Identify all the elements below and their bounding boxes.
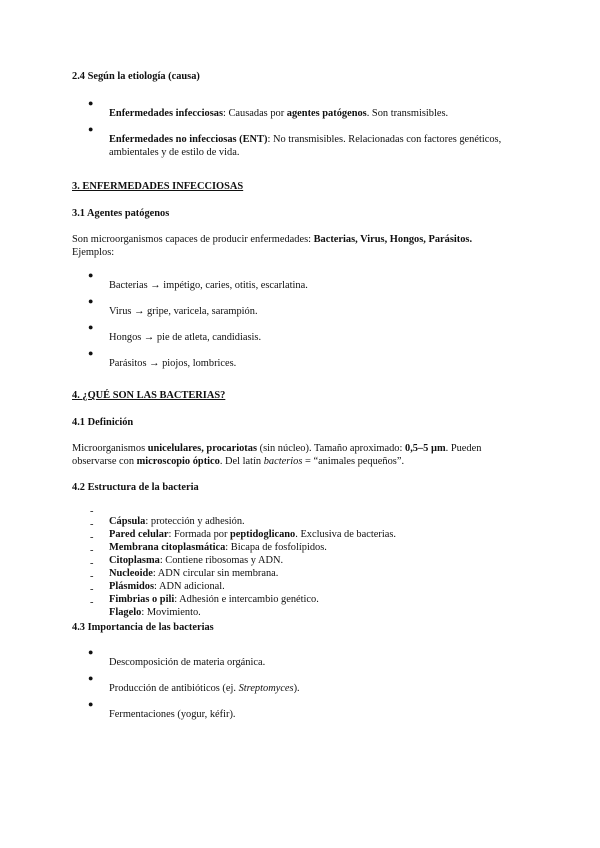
section-heading-2-4: 2.4 Según la etiología (causa) — [72, 71, 200, 82]
text: : protección y adhesión. — [145, 516, 245, 528]
term: 0,5–5 µm — [405, 443, 446, 454]
bullet-icon: ● — [88, 270, 94, 280]
bullet-icon: ● — [88, 124, 94, 134]
structure-item — [109, 554, 539, 567]
text: . Del latín — [219, 456, 264, 467]
subsection-heading-4-1: 4.1 Definición — [72, 417, 134, 428]
list-item: Virus → gripe, varicela, sarampión. — [109, 306, 258, 318]
text: : No transmisibles. Relacionadas con factores genéticos, — [267, 134, 502, 146]
list-item: Descomposición de materia orgánica. — [109, 657, 266, 669]
dash-marker: - — [90, 532, 94, 543]
structure-item — [109, 515, 539, 528]
text: . Pueden — [445, 443, 482, 454]
structure-item — [109, 606, 539, 619]
term: Enfermedades no infecciosas (ENT) — [109, 134, 268, 146]
paragraph-cont — [72, 455, 542, 468]
text: ). — [293, 683, 300, 695]
term: agentes patógenos — [286, 108, 367, 120]
term: Flagelo — [109, 607, 142, 619]
text: : ADN adicional. — [154, 581, 225, 593]
term: Citoplasma — [109, 555, 160, 567]
list-item — [109, 133, 539, 146]
paragraph — [72, 233, 542, 246]
term: microscopio óptico — [136, 456, 220, 467]
dash-marker: - — [90, 558, 94, 569]
term: Bacterias, Virus, Hongos, Parásitos. — [313, 234, 473, 245]
term: Nucleoide — [109, 568, 153, 580]
text: : Formada por — [168, 529, 231, 541]
text: Producción de antibióticos (ej. — [109, 683, 239, 695]
bullet-icon: ● — [88, 296, 94, 306]
term: Pared celular — [109, 529, 169, 541]
term: Cápsula — [109, 516, 146, 528]
bullet-icon: ● — [88, 673, 94, 683]
text: : Contiene ribosomas y ADN. — [159, 555, 284, 567]
text: Microorganismos — [72, 443, 148, 454]
list-item: Hongos → pie de atleta, candidiasis. — [109, 332, 262, 344]
dash-marker: - — [90, 597, 94, 608]
text: : Causadas por — [223, 108, 287, 120]
text: . Exclusiva de bacterias. — [295, 529, 396, 541]
text: : Bicapa de fosfolípidos. — [225, 542, 327, 554]
dash-marker: - — [90, 571, 94, 582]
list-item — [109, 107, 539, 120]
term: unicelulares, procariotas — [147, 443, 258, 454]
italic-term: bacterios — [263, 456, 303, 467]
text: : Movimiento. — [141, 607, 201, 619]
bullet-icon: ● — [88, 699, 94, 709]
term: Membrana citoplasmática — [109, 542, 226, 554]
text: observarse con — [72, 456, 137, 467]
dash-marker: - — [90, 519, 94, 530]
list-item — [109, 682, 539, 695]
text: (sin núcleo). Tamaño aproximado: — [257, 443, 405, 454]
list-item: Fermentaciones (yogur, kéfir). — [109, 709, 236, 721]
term: Enfermedades infecciosas — [109, 108, 223, 120]
text: . Son transmisibles. — [366, 108, 449, 120]
structure-item — [109, 541, 539, 554]
dash-marker: - — [90, 545, 94, 556]
bullet-icon: ● — [88, 348, 94, 358]
text: : Adhesión e intercambio genético. — [174, 594, 319, 606]
dash-marker: - — [90, 584, 94, 595]
paragraph-cont: Ejemplos: — [72, 247, 115, 258]
italic-term: Streptomyces — [238, 683, 294, 695]
dash-marker: - — [90, 506, 94, 517]
subsection-heading-4-3: 4.3 Importancia de las bacterias — [72, 622, 214, 633]
structure-item — [109, 580, 539, 593]
subsection-heading-3-1: 3.1 Agentes patógenos — [72, 208, 170, 219]
bullet-icon: ● — [88, 98, 94, 108]
list-item: Bacterias → impétigo, caries, otitis, escarlatina. — [109, 280, 308, 292]
structure-item — [109, 567, 539, 580]
structure-item — [109, 528, 539, 541]
paragraph — [72, 442, 542, 455]
term: Fimbrias o pili — [109, 594, 175, 606]
list-item: Parásitos → piojos, lombrices. — [109, 358, 237, 370]
list-item-cont: ambientales y de estilo de vida. — [109, 147, 240, 159]
section-heading-3: 3. ENFERMEDADES INFECCIOSAS — [72, 181, 244, 192]
text: : ADN circular sin membrana. — [152, 568, 279, 580]
subsection-heading-4-2: 4.2 Estructura de la bacteria — [72, 482, 199, 493]
term: peptidoglicano — [230, 529, 296, 541]
term: Plásmidos — [109, 581, 155, 593]
text: Son microorganismos capaces de producir enfermedades: — [72, 234, 314, 245]
structure-item — [109, 593, 539, 606]
bullet-icon: ● — [88, 647, 94, 657]
text: = “animales pequeños”. — [302, 456, 405, 467]
section-heading-4: 4. ¿QUÉ SON LAS BACTERIAS? — [72, 390, 226, 401]
bullet-icon: ● — [88, 322, 94, 332]
